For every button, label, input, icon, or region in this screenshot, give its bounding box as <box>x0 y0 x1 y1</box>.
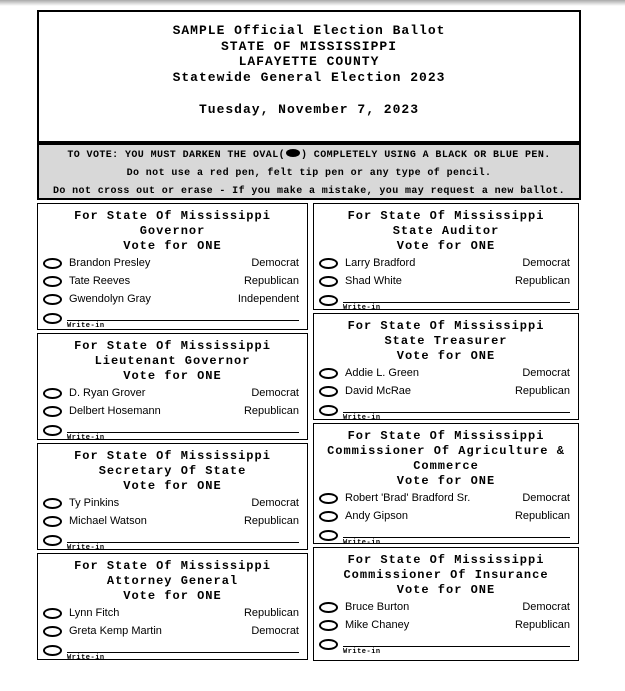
candidate-row <box>43 254 299 272</box>
instruction-line-1-suffix: ) COMPLETELY USING A BLACK OR BLUE PEN. <box>301 150 551 161</box>
vote-oval[interactable] <box>43 276 62 287</box>
candidate-row <box>319 382 570 400</box>
instruction-line-3: Do not cross out or erase - If you make a mistake, you may request a new ballot. <box>52 186 566 197</box>
vote-oval[interactable] <box>43 498 62 509</box>
contest-header <box>38 334 307 384</box>
candidate-name: David McRae <box>345 385 412 397</box>
write-in-row <box>43 311 299 330</box>
candidate-row <box>319 616 570 634</box>
candidate-row <box>43 494 299 512</box>
contest-commissioner-insurance <box>313 547 579 661</box>
contest-header <box>314 424 578 489</box>
write-in-label: Write-in <box>343 648 381 656</box>
candidate-row <box>43 604 299 622</box>
write-in-area <box>343 528 570 547</box>
candidate-row <box>319 507 570 525</box>
candidate-party: Democrat <box>522 492 570 504</box>
contest-jurisdiction: For State Of Mississippi <box>347 209 545 223</box>
candidate-party: Republican <box>514 619 570 631</box>
candidate-row <box>319 254 570 272</box>
candidate-name: Gwendolyn Gray <box>69 293 151 305</box>
write-in-area <box>67 533 299 552</box>
write-in-line[interactable] <box>67 311 299 321</box>
write-in-line[interactable] <box>67 423 299 433</box>
write-in-row <box>319 403 570 422</box>
vote-oval[interactable] <box>319 368 338 379</box>
vote-oval[interactable] <box>43 535 62 546</box>
contest-office: Secretary Of State <box>98 464 247 478</box>
candidate-party: Democrat <box>251 625 299 637</box>
write-in-area <box>67 643 299 662</box>
write-in-label: Write-in <box>67 544 105 552</box>
contest-state-treasurer <box>313 313 579 420</box>
candidate-party: Democrat <box>522 257 570 269</box>
ballot-election-name: Statewide General Election 2023 <box>172 69 446 85</box>
candidate-party: Republican <box>243 405 299 417</box>
candidate-row <box>43 402 299 420</box>
contest-office: State Auditor <box>392 224 500 238</box>
candidate-name: Greta Kemp Martin <box>69 625 162 637</box>
write-in-row <box>319 528 570 547</box>
vote-oval[interactable] <box>43 294 62 305</box>
write-in-row <box>43 423 299 442</box>
contest-vote-instruction: Vote for ONE <box>396 583 496 597</box>
candidate-row <box>43 622 299 640</box>
write-in-line[interactable] <box>343 403 570 413</box>
voting-instructions <box>37 143 581 200</box>
vote-oval[interactable] <box>319 530 338 541</box>
vote-oval[interactable] <box>43 516 62 527</box>
write-in-line[interactable] <box>343 293 570 303</box>
candidate-name: Lynn Fitch <box>69 607 120 619</box>
candidate-name: Ty Pinkins <box>69 497 120 509</box>
contest-governor <box>37 203 308 330</box>
vote-oval[interactable] <box>319 511 338 522</box>
instruction-line-1-prefix: TO VOTE: YOU MUST DARKEN THE OVAL( <box>67 150 285 161</box>
contest-candidates <box>38 604 307 666</box>
write-in-label: Write-in <box>343 539 381 547</box>
vote-oval[interactable] <box>319 602 338 613</box>
contest-jurisdiction: For State Of Mississippi <box>347 429 545 443</box>
write-in-label: Write-in <box>67 322 105 330</box>
contest-lieutenant-governor <box>37 333 308 440</box>
candidate-row <box>43 384 299 402</box>
contest-header <box>38 204 307 254</box>
write-in-label: Write-in <box>67 654 105 662</box>
contest-vote-instruction: Vote for ONE <box>396 239 496 253</box>
candidate-party: Republican <box>514 275 570 287</box>
contest-attorney-general <box>37 553 308 660</box>
write-in-line[interactable] <box>67 533 299 543</box>
ballot-date: Tuesday, November 7, 2023 <box>198 102 420 117</box>
filled-oval-icon <box>286 149 300 157</box>
contest-vote-instruction: Vote for ONE <box>396 474 496 488</box>
write-in-area <box>67 423 299 442</box>
write-in-area <box>343 293 570 312</box>
contest-candidates <box>38 254 307 334</box>
candidate-party: Democrat <box>522 367 570 379</box>
contest-candidates <box>314 598 578 660</box>
candidate-name: Addie L. Green <box>345 367 419 379</box>
candidate-party: Republican <box>243 515 299 527</box>
candidate-name: Robert 'Brad' Bradford Sr. <box>345 492 471 504</box>
candidate-party: Democrat <box>522 601 570 613</box>
candidate-name: Larry Bradford <box>345 257 416 269</box>
contest-secretary-of-state <box>37 443 308 550</box>
contest-jurisdiction: For State Of Mississippi <box>347 553 545 567</box>
vote-oval[interactable] <box>43 626 62 637</box>
write-in-line[interactable] <box>343 637 570 647</box>
contest-vote-instruction: Vote for ONE <box>123 369 222 383</box>
ballot-state: STATE OF MISSISSIPPI <box>220 38 398 54</box>
vote-oval[interactable] <box>43 406 62 417</box>
contest-candidates <box>314 364 578 426</box>
vote-oval[interactable] <box>319 405 338 416</box>
contest-office: Lieutenant Governor <box>94 354 251 368</box>
contest-office: Commissioner Of Agriculture & Commerce <box>327 444 565 473</box>
candidate-party: Independent <box>237 293 299 305</box>
contest-office: Attorney General <box>106 574 239 588</box>
candidate-party: Republican <box>243 607 299 619</box>
vote-oval[interactable] <box>43 425 62 436</box>
contest-vote-instruction: Vote for ONE <box>123 589 222 603</box>
candidate-row <box>319 598 570 616</box>
candidate-name: Delbert Hosemann <box>69 405 161 417</box>
candidate-party: Republican <box>514 385 570 397</box>
candidate-row <box>319 364 570 382</box>
write-in-label: Write-in <box>343 304 381 312</box>
write-in-line[interactable] <box>67 643 299 653</box>
candidate-party: Democrat <box>251 497 299 509</box>
ballot-title: SAMPLE Official Election Ballot <box>172 23 446 38</box>
vote-oval[interactable] <box>43 608 62 619</box>
write-in-row <box>319 637 570 656</box>
candidate-name: Shad White <box>345 275 402 287</box>
contest-state-auditor <box>313 203 579 310</box>
vote-oval[interactable] <box>43 313 62 324</box>
vote-oval[interactable] <box>319 620 338 631</box>
vote-oval[interactable] <box>319 493 338 504</box>
contest-header <box>314 314 578 364</box>
candidate-name: Brandon Presley <box>69 257 151 269</box>
vote-oval[interactable] <box>319 276 338 287</box>
candidate-row <box>319 489 570 507</box>
write-in-line[interactable] <box>343 528 570 538</box>
contest-header <box>314 204 578 254</box>
instruction-line-1 <box>39 147 579 165</box>
write-in-area <box>343 637 570 656</box>
candidate-party: Democrat <box>251 387 299 399</box>
contest-vote-instruction: Vote for ONE <box>123 239 222 253</box>
contest-office: Governor <box>139 224 206 238</box>
contest-jurisdiction: For State Of Mississippi <box>347 319 545 333</box>
ballot-header <box>37 10 581 143</box>
candidate-name: Andy Gipson <box>345 510 408 522</box>
write-in-area <box>343 403 570 422</box>
contest-header <box>314 548 578 598</box>
vote-oval[interactable] <box>43 388 62 399</box>
vote-oval[interactable] <box>319 386 338 397</box>
ballot-column-right <box>313 203 579 664</box>
contest-candidates <box>38 384 307 446</box>
contest-jurisdiction: For State Of Mississippi <box>74 449 271 463</box>
candidate-party: Republican <box>243 275 299 287</box>
vote-oval[interactable] <box>319 295 338 306</box>
candidate-party: Democrat <box>251 257 299 269</box>
candidate-row <box>43 290 299 308</box>
candidate-party: Republican <box>514 510 570 522</box>
candidate-name: Michael Watson <box>69 515 147 527</box>
ballot-column-left <box>37 203 308 663</box>
contest-office: State Treasurer <box>384 334 508 348</box>
write-in-row <box>43 643 299 662</box>
contest-jurisdiction: For State Of Mississippi <box>74 209 271 223</box>
contest-candidates <box>38 494 307 556</box>
candidate-name: Mike Chaney <box>345 619 410 631</box>
ballot-county: LAFAYETTE COUNTY <box>238 54 380 69</box>
contest-header <box>38 554 307 604</box>
candidate-name: D. Ryan Grover <box>69 387 146 399</box>
contest-jurisdiction: For State Of Mississippi <box>74 559 271 573</box>
candidate-name: Tate Reeves <box>69 275 131 287</box>
write-in-label: Write-in <box>67 434 105 442</box>
vote-oval[interactable] <box>319 639 338 650</box>
vote-oval[interactable] <box>43 645 62 656</box>
contest-office: Commissioner Of Insurance <box>343 568 549 582</box>
contest-vote-instruction: Vote for ONE <box>396 349 496 363</box>
candidate-row <box>43 272 299 290</box>
candidate-row <box>319 272 570 290</box>
write-in-row <box>43 533 299 552</box>
contest-header <box>38 444 307 494</box>
write-in-label: Write-in <box>343 414 381 422</box>
contest-candidates <box>314 489 578 551</box>
candidate-name: Bruce Burton <box>345 601 410 613</box>
contest-jurisdiction: For State Of Mississippi <box>74 339 271 353</box>
candidate-row <box>43 512 299 530</box>
vote-oval[interactable] <box>319 258 338 269</box>
contest-commissioner-agriculture-commerce <box>313 423 579 547</box>
contest-candidates <box>314 254 578 316</box>
write-in-area <box>67 311 299 330</box>
vote-oval[interactable] <box>43 258 62 269</box>
page-edge-shadow <box>0 0 625 6</box>
contest-vote-instruction: Vote for ONE <box>123 479 222 493</box>
write-in-row <box>319 293 570 312</box>
instruction-line-2: Do not use a red pen, felt tip pen or any type of pencil. <box>126 168 492 179</box>
